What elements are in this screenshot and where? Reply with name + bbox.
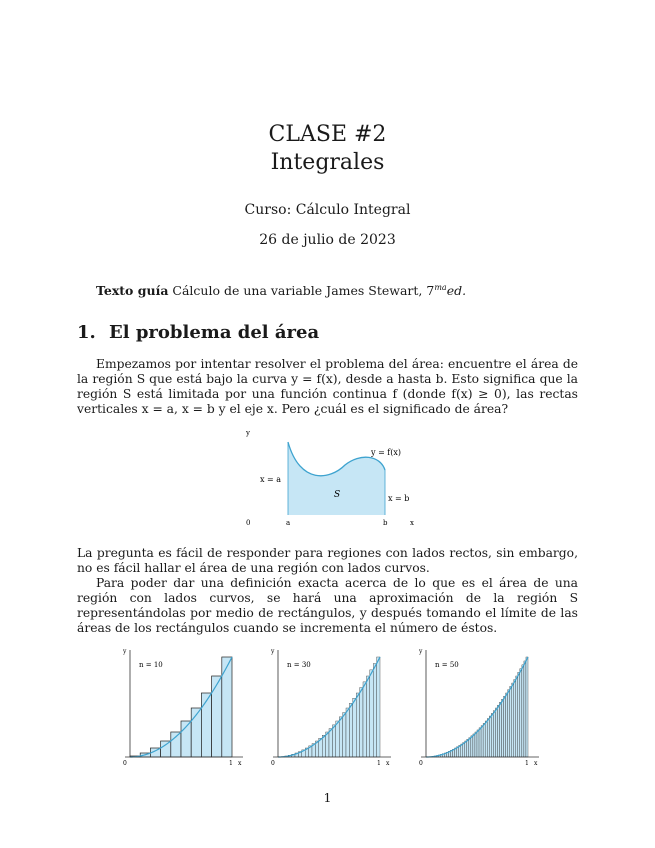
approx-rectangle	[339, 717, 342, 757]
approx-rectangle	[493, 711, 495, 757]
approx-rectangle	[518, 672, 520, 757]
approx-rectangle	[520, 669, 522, 757]
section-title: El problema del área	[109, 322, 320, 343]
approx-rectangle	[471, 736, 473, 757]
approx-rectangle	[346, 708, 349, 757]
one-label: 1	[377, 760, 381, 767]
right-line-label: x = b	[388, 494, 410, 503]
text-guide-text: Cálculo de una variable James Stewart, 7	[172, 283, 435, 299]
approx-rectangle	[332, 725, 335, 757]
text-guide-superscript: ma	[434, 283, 447, 292]
approx-rectangle	[510, 686, 512, 757]
y-axis-label: y	[271, 648, 275, 655]
text-guide	[96, 283, 466, 298]
area-region-figure	[240, 425, 430, 530]
approx-rectangle	[171, 732, 181, 757]
x-axis-label: x	[410, 519, 414, 527]
rectangles-group	[278, 657, 380, 757]
approx-rectangle	[475, 732, 477, 757]
rect-panel-2	[270, 648, 391, 767]
approx-rectangle	[161, 741, 171, 757]
approx-rectangle	[489, 716, 491, 757]
b-label: b	[383, 519, 388, 527]
approx-rectangle	[501, 699, 503, 757]
approx-rectangle	[360, 688, 363, 757]
approx-rectangle	[469, 738, 471, 757]
page-number: 1	[323, 790, 332, 805]
approx-rectangle	[499, 702, 501, 757]
x-axis-label: x	[238, 760, 242, 767]
approx-rectangle	[487, 719, 489, 757]
rectangles-group	[130, 657, 232, 757]
approx-rectangle	[481, 726, 483, 757]
x-axis-label: x	[534, 760, 538, 767]
approx-rectangle	[506, 693, 508, 757]
approx-rectangle	[514, 680, 516, 757]
curve-label: y = f(x)	[371, 448, 402, 457]
approx-rectangle	[465, 741, 467, 757]
approx-rectangle	[508, 690, 510, 757]
approx-rectangle	[329, 729, 332, 757]
n-label: n = 50	[435, 661, 459, 669]
origin-label: 0	[271, 760, 275, 767]
approx-rectangle	[366, 676, 369, 757]
text-guide-label: Texto guía	[96, 283, 169, 299]
approx-rectangle	[495, 708, 497, 757]
one-label: 1	[525, 760, 529, 767]
approx-rectangle	[526, 657, 528, 757]
paragraph-2	[77, 546, 578, 636]
document-subtitle: Integrales	[270, 150, 385, 175]
approx-rectangle	[353, 698, 356, 757]
approx-rectangle	[349, 703, 352, 757]
approx-rectangle	[504, 696, 506, 757]
approx-rectangle	[477, 730, 479, 757]
region-label: S	[334, 490, 341, 500]
rect-panel-3	[418, 648, 539, 767]
approx-rectangle	[467, 739, 469, 757]
origin-label: 0	[123, 760, 127, 767]
rectangles-figures	[115, 645, 545, 770]
left-line-label: x = a	[260, 475, 282, 484]
origin-label: 0	[419, 760, 423, 767]
approx-rectangle	[356, 693, 359, 757]
text-guide-suffix: ed.	[446, 283, 467, 299]
paragraph-1	[77, 357, 578, 417]
approx-rectangle	[497, 705, 499, 757]
n-label: n = 30	[287, 661, 311, 669]
approx-rectangle	[473, 734, 475, 757]
approx-rectangle	[336, 721, 339, 757]
x-axis-label: x	[386, 760, 390, 767]
a-label: a	[286, 519, 291, 527]
approx-rectangle	[463, 743, 465, 757]
document-title: CLASE #2	[268, 122, 387, 147]
section-number: 1.	[77, 322, 96, 343]
course-name: Curso: Cálculo Integral	[244, 202, 411, 218]
approx-rectangle	[479, 728, 481, 757]
approx-rectangle	[524, 661, 526, 757]
y-axis-label: y	[123, 648, 127, 655]
paragraph-text: Para poder dar una definición exacta acerca de lo que es el área de una región con lados curvos, se hará una aproximación de la región S representándolas por medio de rectángulos, y después tomando el límite de las áreas de los rectángulos cuando se incrementa el número de éstos.	[77, 576, 578, 635]
paragraph-text: Empezamos por intentar resolver el problema del área: encuentre el área de la región S que está bajo la curva y = f(x), desde a hasta b. Esto significa que la región S está limitada por una función continua f (donde f(x) ≥ 0), las rectas verticales x = a, x = b y el eje x. Pero ¿cuál es el significado de área?	[77, 357, 578, 416]
approx-rectangle	[326, 732, 329, 757]
approx-rectangle	[201, 693, 211, 757]
one-label: 1	[229, 760, 233, 767]
approx-rectangle	[522, 665, 524, 757]
approx-rectangle	[516, 676, 518, 757]
approx-rectangle	[483, 723, 485, 757]
rect-panel-1	[122, 648, 243, 767]
origin-label: 0	[246, 519, 251, 527]
approx-rectangle	[491, 713, 493, 757]
approx-rectangle	[370, 670, 373, 757]
approx-rectangle	[222, 657, 232, 757]
document-date: 26 de julio de 2023	[259, 232, 396, 248]
approx-rectangle	[377, 657, 380, 757]
approx-rectangle	[512, 683, 514, 757]
approx-rectangle	[363, 682, 366, 757]
y-axis-label: y	[419, 648, 423, 655]
approx-rectangle	[485, 721, 487, 757]
approx-rectangle	[373, 664, 376, 757]
approx-rectangle	[343, 713, 346, 757]
approx-rectangle	[461, 744, 463, 757]
n-label: n = 10	[139, 661, 163, 669]
section-heading	[77, 322, 319, 343]
paragraph-text: La pregunta es fácil de responder para regiones con lados rectos, sin embargo, no es fácil hallar el área de una región con lados curvos.	[77, 546, 578, 575]
y-axis-label: y	[246, 429, 250, 437]
approx-rectangle	[212, 676, 222, 757]
rectangles-group	[426, 657, 528, 757]
